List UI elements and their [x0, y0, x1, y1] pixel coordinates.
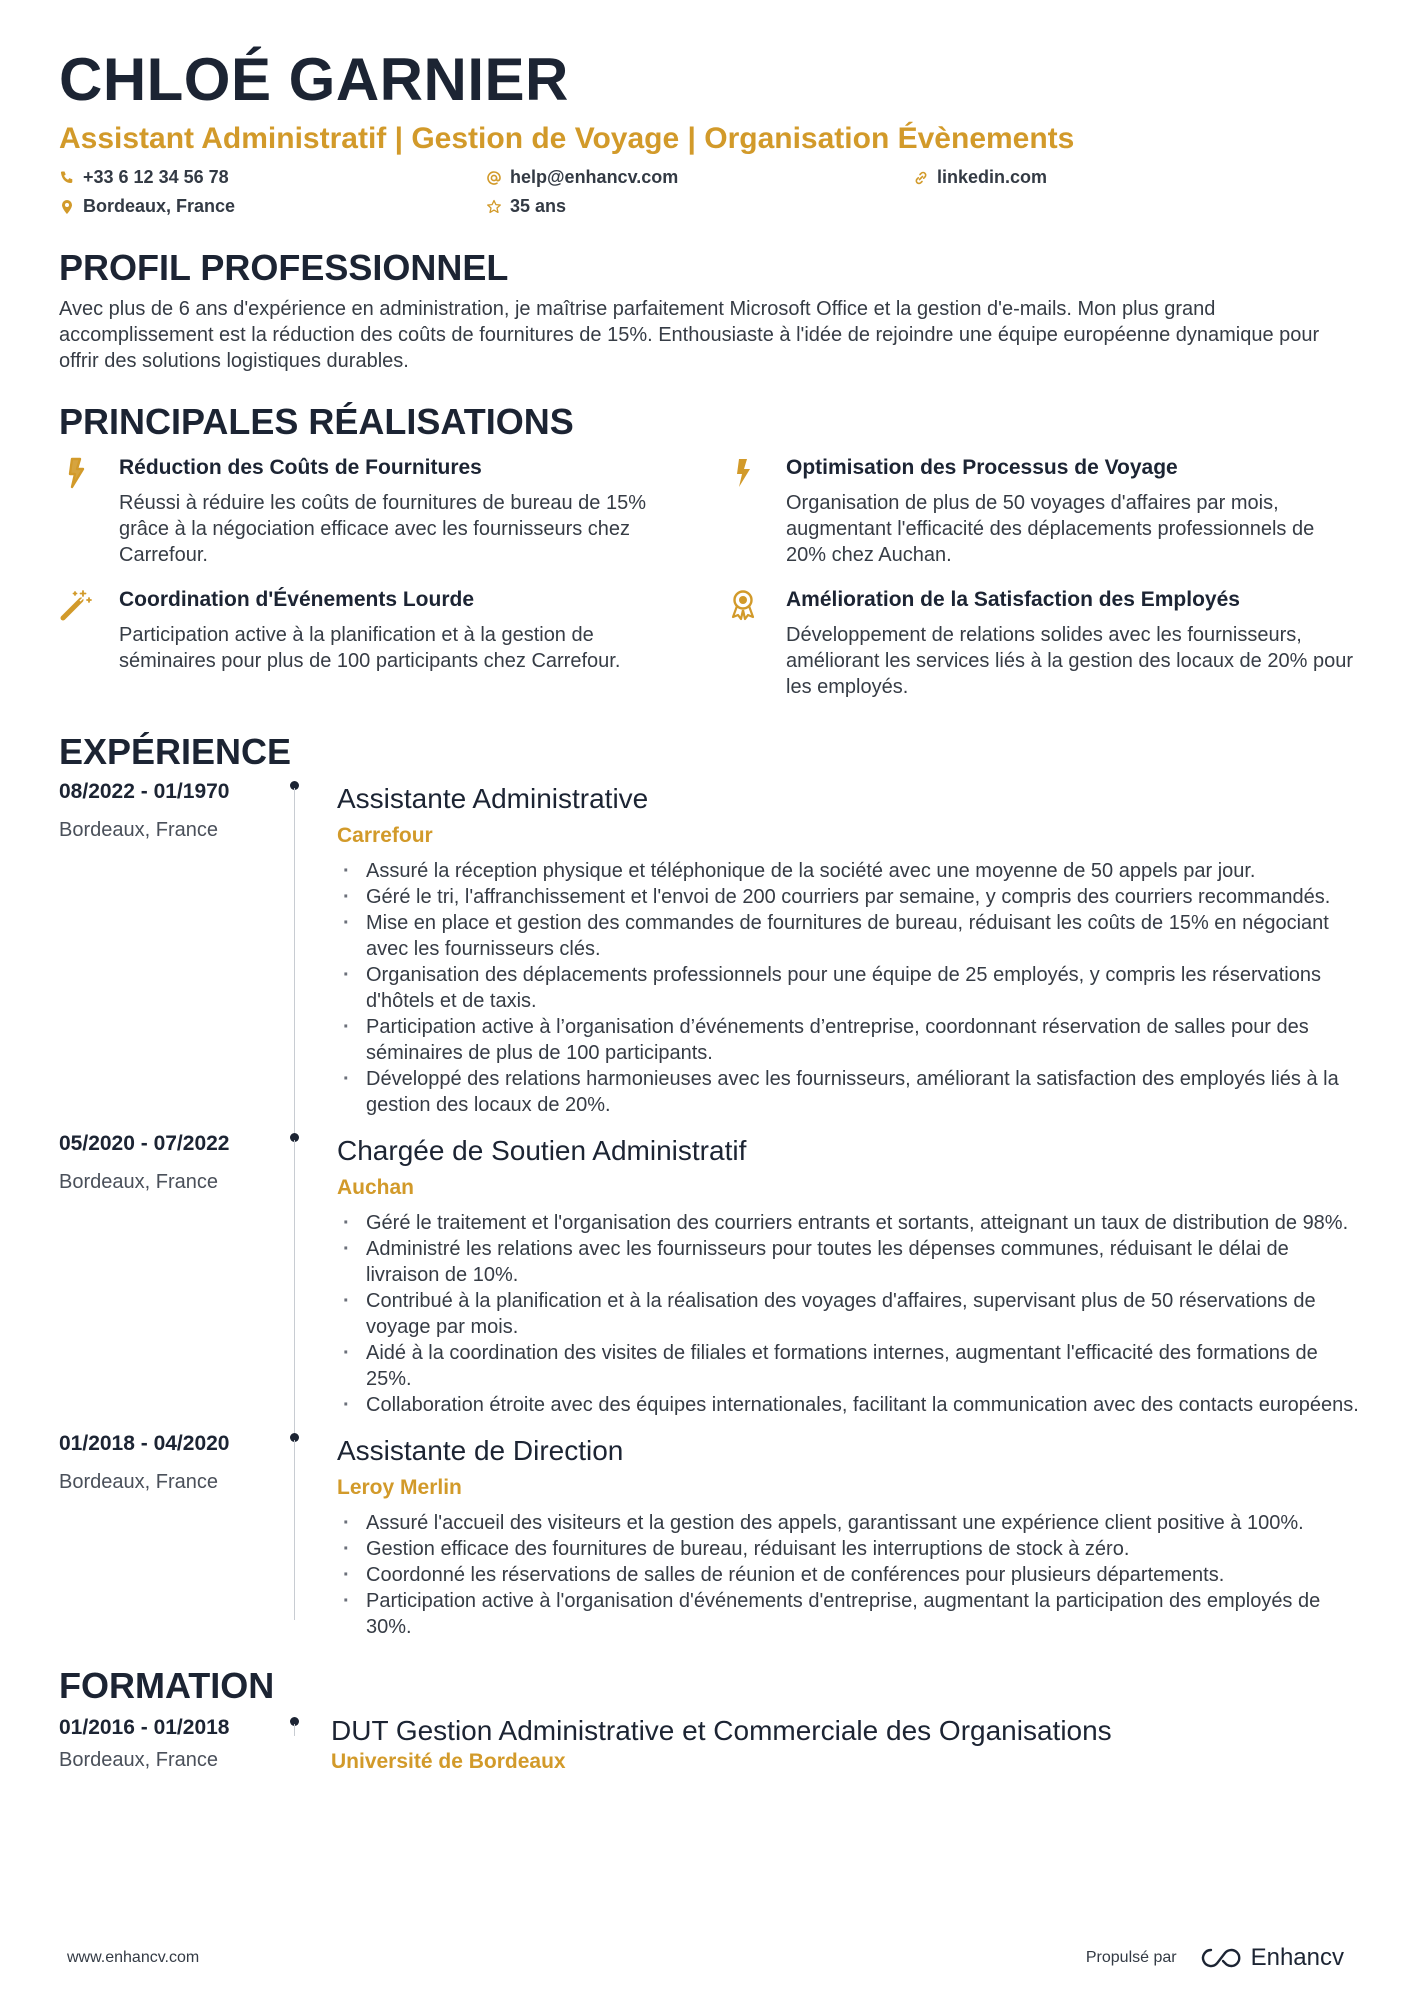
timeline — [295, 778, 337, 1118]
resume-page — [59, 44, 1359, 1776]
location-pin-icon — [59, 199, 75, 215]
experience-role: Assistante Administrative — [337, 783, 649, 814]
footer — [67, 1943, 1344, 1973]
contact-email-text: help@enhancv.com — [510, 167, 679, 187]
education-degree: DUT Gestion Administrative et Commerciale des Organisations — [331, 1715, 1112, 1746]
experience-company: Leroy Merlin — [337, 1476, 462, 1499]
contact-list — [59, 164, 1359, 220]
powered-by-label: Propulsé par — [1085, 1949, 1177, 1966]
achievement-desc: Développement de relations solides avec les fournisseurs, améliorant les services liés à la gestion des locaux de 20% pour les employés. — [786, 624, 1353, 698]
timeline — [295, 1714, 331, 1776]
phone-icon — [59, 170, 75, 186]
timeline — [295, 1430, 337, 1640]
education-title: FORMATION — [59, 1665, 275, 1706]
candidate-name: CHLOÉ GARNIER — [59, 46, 569, 113]
experience-bullet: · Coordonné les réservations de salles de réunion et de conférences pour plusieurs départements. — [337, 1562, 1359, 1588]
experience-dates: 01/2018 - 04/2020 — [59, 1432, 230, 1455]
experience-bullet: · Développé des relations harmonieuses avec les fournisseurs, améliorant la satisfaction des employés liés à la gestion des locaux de 20%. — [337, 1066, 1359, 1118]
education-item — [59, 1714, 1359, 1776]
education-school: Université de Bordeaux — [331, 1750, 566, 1773]
experience-bullet: · Organisation des déplacements professionnels pour une équipe de 25 employés, y compris les réservations d'hôtels et de taxis. — [337, 962, 1359, 1014]
experience-bullet: · Mise en place et gestion des commandes de fournitures de bureau, réduisant les coûts de 15% en négociant avec les fournisseurs clés. — [337, 910, 1359, 962]
experience-bullet: · Géré le tri, l'affranchissement et l'envoi de 200 courriers par semaine, y compris des courriers recommandés. — [337, 884, 1359, 910]
experience-item — [59, 778, 1359, 1118]
experience-role: Chargée de Soutien Administratif — [337, 1135, 747, 1166]
achievement-desc: Organisation de plus de 50 voyages d'affaires par mois, augmentant l'efficacité des déplacements professionnels de 20% chez Auchan. — [786, 492, 1315, 566]
contact-linkedin[interactable] — [913, 164, 1213, 191]
education-section — [59, 1664, 1359, 1776]
experience-location: Bordeaux, France — [59, 1471, 218, 1493]
contact-location — [59, 193, 486, 220]
experience-bullet: · Gestion efficace des fournitures de bureau, réduisant les interruptions de stock à zéro. — [337, 1536, 1359, 1562]
education-dates: 01/2016 - 01/2018 — [59, 1716, 230, 1739]
experience-location: Bordeaux, France — [59, 1171, 218, 1193]
contact-location-text: Bordeaux, France — [83, 196, 236, 216]
experience-section — [59, 730, 1359, 1640]
contact-phone[interactable] — [59, 164, 486, 191]
profile-text: Avec plus de 6 ans d'expérience en administration, je maîtrise parfaitement Microsoft Office et la gestion d'e-mails. Mon plus grand accomplissement est la réduction des coûts de fournitures de 15%. Enthousiaste à l'idée de rejoindre une équipe européenne dynamique pour offrir des solutions logistiques durables. — [59, 298, 1320, 372]
achievement-item — [726, 586, 1353, 700]
achievement-title: Coordination d'Événements Lourde — [119, 588, 475, 611]
experience-company: Auchan — [337, 1176, 415, 1199]
achievement-title: Optimisation des Processus de Voyage — [786, 456, 1178, 479]
experience-bullet: · Aidé à la coordination des visites de filiales et formations internes, augmentant l'efficacité des formations de 25%. — [337, 1340, 1359, 1392]
headline: Assistant Administratif | Gestion de Voyage | Organisation Évènements — [59, 122, 1075, 155]
experience-bullet: · Assuré la réception physique et téléphonique de la société avec une moyenne de 50 appels par jour. — [337, 858, 1359, 884]
experience-item — [59, 1430, 1359, 1640]
award-medal-icon — [726, 588, 760, 622]
achievement-title: Amélioration de la Satisfaction des Employés — [786, 588, 1240, 611]
experience-item — [59, 1130, 1359, 1418]
contact-age-text: 35 ans — [510, 196, 567, 216]
contact-email[interactable] — [486, 164, 913, 191]
experience-dates: 08/2022 - 01/1970 — [59, 780, 230, 803]
achievements-section — [59, 400, 1359, 700]
contact-phone-text: +33 6 12 34 56 78 — [83, 167, 229, 187]
experience-bullet: · Contribué à la planification et à la réalisation des voyages d'affaires, supervisant plus de 50 réservations de voyage par mois. — [337, 1288, 1359, 1340]
experience-bullet: · Assuré l'accueil des visiteurs et la gestion des appels, garantissant une expérience client positive à 100%. — [337, 1510, 1359, 1536]
achievement-item — [59, 586, 726, 700]
brand-name: Enhancv — [1250, 1944, 1344, 1971]
footer-url[interactable]: www.enhancv.com — [67, 1949, 200, 1966]
experience-title: EXPÉRIENCE — [59, 731, 292, 772]
experience-bullet: · Géré le traitement et l'organisation des courriers entrants et sortants, atteignant un taux de distribution de 98%. — [337, 1210, 1359, 1236]
experience-role: Assistante de Direction — [337, 1435, 624, 1466]
star-icon — [486, 199, 502, 215]
experience-bullet: · Administré les relations avec les fournisseurs pour toutes les dépenses communes, réduisant le délai de livraison de 10%. — [337, 1236, 1359, 1288]
achievement-item — [726, 454, 1346, 568]
achievements-title: PRINCIPALES RÉALISATIONS — [59, 401, 574, 442]
lightning-icon — [726, 456, 760, 490]
profile-section — [59, 246, 1359, 374]
experience-bullet: · Collaboration étroite avec des équipes internationales, facilitant la communication avec des contacts européens. — [337, 1392, 1359, 1418]
achievement-title: Réduction des Coûts de Fournitures — [119, 456, 482, 479]
link-icon — [913, 170, 929, 186]
achievement-desc: Participation active à la planification et à la gestion de séminaires pour plus de 100 participants chez Carrefour. — [119, 624, 621, 672]
contact-linkedin-text: linkedin.com — [937, 167, 1048, 187]
brand-logo[interactable] — [1199, 1944, 1344, 1972]
education-location: Bordeaux, France — [59, 1749, 218, 1771]
experience-company: Carrefour — [337, 824, 433, 847]
enhancv-logo-icon — [1199, 1946, 1243, 1970]
achievement-desc: Réussi à réduire les coûts de fournitures de bureau de 15% grâce à la négociation efficace avec les fournisseurs chez Carrefour. — [119, 492, 646, 566]
lightning-icon — [59, 456, 93, 490]
experience-bullet: · Participation active à l’organisation d’événements d’entreprise, coordonnant réservation de salles pour des séminaires de plus de 100 participants. — [337, 1014, 1359, 1066]
achievement-item — [59, 454, 726, 568]
profile-title: PROFIL PROFESSIONNEL — [59, 247, 509, 288]
contact-age — [486, 193, 913, 220]
experience-dates: 05/2020 - 07/2022 — [59, 1132, 230, 1155]
experience-bullet: · Participation active à l'organisation d'événements d'entreprise, augmentant la participation des employés de 30%. — [337, 1588, 1359, 1640]
at-icon — [486, 170, 502, 186]
timeline — [295, 1130, 337, 1418]
magic-wand-icon — [59, 588, 93, 622]
experience-location: Bordeaux, France — [59, 819, 218, 841]
